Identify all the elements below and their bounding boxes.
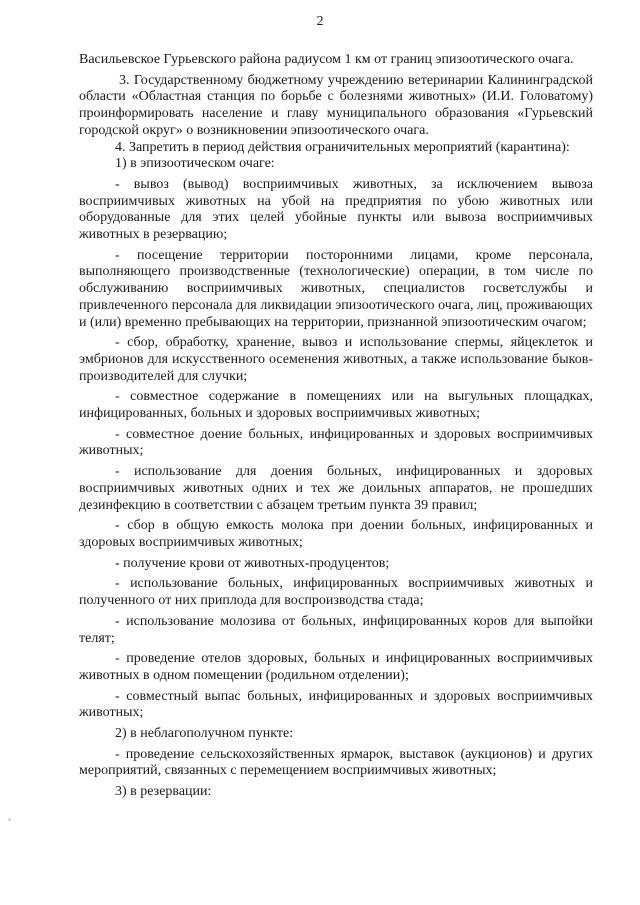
paragraph: 3. Государственному бюджетному учреждению ветеринарии Калининградской области «Областная станция по борьбе с болезнями животных» (И.И. Головатому) проинформировать население и главу муниципального образования «Гурьевский городской округ» о возникновении эпизоотического очага. xyxy=(79,72,593,138)
paragraph: - использование молозива от больных, инфицированных коров для выпойки телят; xyxy=(79,613,593,646)
paragraph: - совместный выпас больных, инфицированных и здоровых восприимчивых животных; xyxy=(79,688,593,721)
paragraph: - получение крови от животных-продуцентов; xyxy=(115,555,390,571)
paragraph: - использование для доения больных, инфицированных и здоровых восприимчивых животных одних и тех же доильных аппаратов, не прошедших дезинфекцию в соответствии с абзацем третьим пункта 39 правил; xyxy=(79,464,593,513)
paragraph: - совместное доение больных, инфицированных и здоровых восприимчивых животных; xyxy=(79,426,593,459)
paragraph: 4. Запретить в период действия ограничительных мероприятий (карантина): xyxy=(115,139,570,155)
paragraph: - сбор, обработку, хранение, вывоз и использование спермы, яйцеклеток и эмбрионов для искусственного осеменения животных, а также использование быков-производителей для случки; xyxy=(79,335,593,384)
paragraph: - совместное содержание в помещениях или на выгульных площадках, инфицированных, больных и здоровых восприимчивых животных; xyxy=(79,389,593,422)
paragraph: - проведение отелов здоровых, больных и инфицированных восприимчивых животных в одном помещении (родильном отделении); xyxy=(79,651,593,683)
paragraph: - использование больных, инфицированных восприимчивых животных и полученного от них приплода для воспроизводства стада; xyxy=(79,576,593,609)
paragraph: - сбор в общую емкость молока при доении больных, инфицированных и здоровых восприимчивых животных; xyxy=(79,518,593,550)
paragraph: - вывоз (вывод) восприимчивых животных, за исключением вывоза восприимчивых животных на убой на предприятия по убою животных или оборудованные для этих целей убойные пункты или вывоза восприимчивых животных в резервацию; xyxy=(79,176,593,243)
paragraph: - проведение сельскохозяйственных ярмарок, выставок (аукционов) и других мероприятий, связанных с перемещением восприимчивых животных; xyxy=(79,746,593,779)
scan-speck xyxy=(8,818,11,821)
page-number: 2 xyxy=(316,14,324,29)
paragraph: 1) в эпизоотическом очаге: xyxy=(115,156,275,172)
paragraph: 3) в резервации: xyxy=(115,784,212,800)
paragraph: 2) в неблагополучном пункте: xyxy=(115,726,294,742)
paragraph: Васильевское Гурьевского района радиусом 1 км от границ эпизоотического очага. xyxy=(79,52,574,67)
paragraph: - посещение территории посторонними лицами, кроме персонала, выполняющего производственные (технологические) операции, в том числе по обслуживанию восприимчивых животных, специалистов госветслужбы и привлеченного персонала для ликвидации эпизоотического очага, лиц, проживающих и (или) временно пребывающих на территории, признанной эпизоотическим очагом; xyxy=(79,247,593,330)
document-body xyxy=(79,52,593,801)
